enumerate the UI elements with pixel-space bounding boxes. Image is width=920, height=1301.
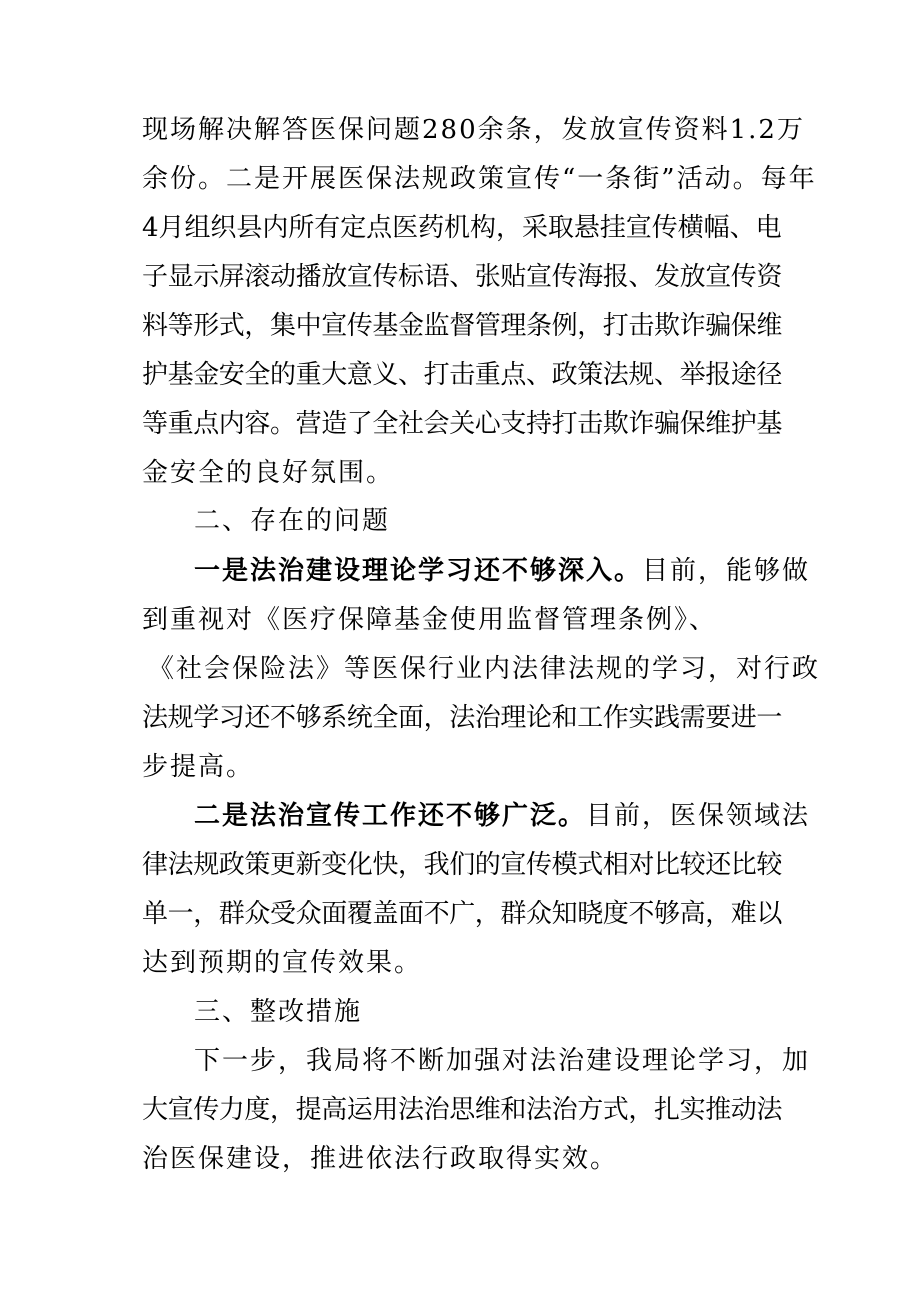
paragraph-line: 达到预期的宣传效果。: [142, 948, 423, 978]
paragraph-line: 下一步，我局将不断加强对法治建设理论学习，加: [194, 1046, 811, 1076]
paragraph-line: 金安全的良好氛围。: [142, 458, 395, 488]
issue-1-title: 一是法治建设理论学习还不够深入。: [194, 556, 643, 586]
paragraph-line: 律法规政策更新变化快，我们的宣传模式相对比较还比较: [142, 850, 783, 880]
paragraph-line: 现场解决解答医保问题280余条，发放宣传资料1.2万: [142, 115, 805, 145]
paragraph-line: 4月组织县内所有定点医药机构，采取悬挂宣传横幅、电: [142, 213, 782, 243]
paragraph-line: 步提高。: [142, 752, 255, 782]
issue-1-first-line: [194, 551, 811, 591]
paragraph-line: 子显示屏滚动播放宣传标语、张贴宣传海报、发放宣传资: [142, 262, 783, 292]
issue-2-text: 目前，医保领域法: [586, 801, 811, 831]
paragraph-line: 余份。二是开展医保法规政策宣传“一条街”活动。每年: [142, 164, 817, 194]
paragraph-line: 料等形式，集中宣传基金监督管理条例，打击欺诈骗保维: [142, 311, 783, 341]
section-heading-measures: 三、整改措施: [194, 997, 363, 1027]
paragraph-line: 大宣传力度，提高运用法治思维和法治方式，扎实推动法: [142, 1095, 783, 1125]
paragraph-line: 法规学习还不够系统全面，法治理论和工作实践需要进一: [142, 703, 783, 733]
section-heading-problems: 二、存在的问题: [194, 506, 391, 536]
issue-1-text: 目前，能够做: [642, 556, 811, 586]
paragraph-line: 治医保建设，推进依法行政取得实效。: [142, 1144, 619, 1174]
issue-2-title: 二是法治宣传工作还不够广泛。: [194, 801, 587, 831]
paragraph-line: 到重视对《医疗保障基金使用监督管理条例》、: [142, 605, 718, 635]
issue-2-first-line: [194, 796, 811, 836]
paragraph-line: 单一，群众受众面覆盖面不广，群众知晓度不够高，难以: [142, 899, 783, 929]
paragraph-line: 护基金安全的重大意义、打击重点、政策法规、举报途径: [142, 360, 783, 390]
paragraph-line: 《社会保险法》等医保行业内法律法规的学习，对行政: [148, 654, 821, 684]
paragraph-line: 等重点内容。营造了全社会关心支持打击欺诈骗保维护基: [142, 409, 783, 439]
